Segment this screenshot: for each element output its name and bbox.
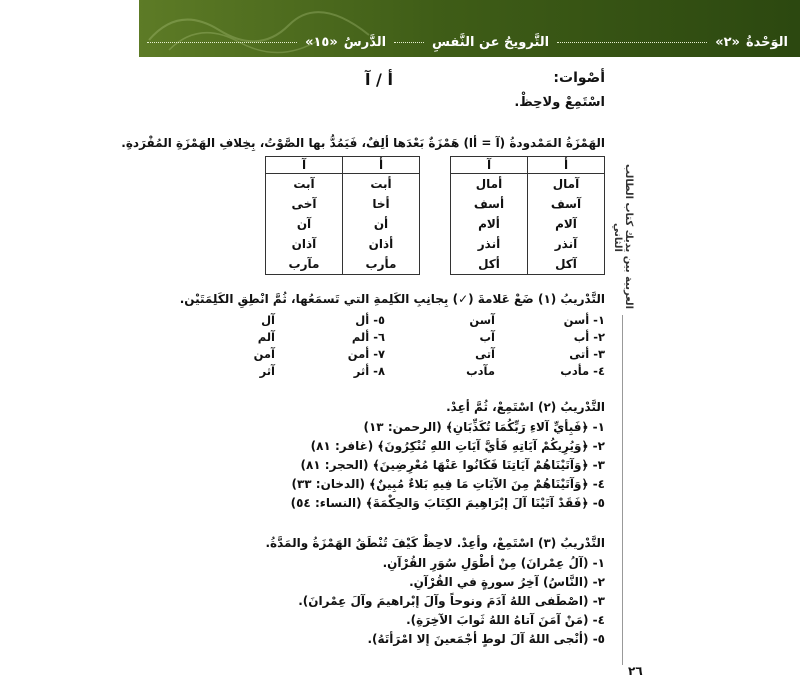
word-item: آلم — [257, 330, 275, 344]
list-item: ١- (آلُ عِمْرانَ) مِنْ أطْوَلِ سُوَرِ القُرْآنِ. — [382, 556, 605, 570]
list-item: ٣- (اصْطَفى اللهُ آدَمَ ونوحاً وآلَ إبْراهيمَ وآلَ عِمْرانَ). — [298, 594, 605, 608]
word-item: آسن — [469, 313, 495, 327]
table-cell: أمال — [451, 174, 528, 195]
page-number: ٢٦ — [628, 664, 643, 678]
lesson-label: الدَّرسُ — [343, 34, 387, 50]
word-item: ٧- أمن — [347, 347, 385, 361]
left-words-table — [265, 156, 420, 275]
word-item: ٦- ألم — [351, 330, 385, 344]
table-cell: آكل — [528, 254, 605, 275]
word-item: ٨- أثر — [353, 364, 385, 378]
word-item: ٣- أتى — [569, 347, 605, 361]
table-cell: مأرب — [343, 254, 420, 275]
table-cell: آمال — [528, 174, 605, 195]
word-item: آب — [479, 330, 495, 344]
list-item: ٥- (أنْجى اللهُ آلَ لوطٍ أجْمَعينَ إلا امْرَأتَهُ). — [367, 632, 605, 646]
table-row — [165, 313, 605, 330]
table-header: أ — [343, 157, 420, 174]
table-cell: أبت — [343, 174, 420, 195]
right-words-table — [450, 156, 605, 275]
table-cell: آبت — [266, 174, 343, 195]
instruction: اسْتَمِعْ ولاحِظْ. — [514, 95, 605, 110]
exercise1-grid — [165, 313, 605, 381]
table-cell: أذان — [343, 234, 420, 254]
table-header: أ — [528, 157, 605, 174]
word-item: آثر — [259, 364, 275, 378]
divider — [147, 42, 297, 43]
exercise2-list — [291, 420, 605, 515]
lesson-topic: التَّرويحُ عن النَّفسِ — [432, 34, 550, 50]
exercise3-list — [298, 556, 605, 651]
word-item: ٤- مأدب — [560, 364, 605, 378]
table-cell: آنذر — [528, 234, 605, 254]
table-row — [165, 364, 605, 381]
word-item: ٥- أل — [355, 313, 385, 327]
table-row — [165, 347, 605, 364]
table-cell: آن — [266, 214, 343, 234]
exercise1-heading: التَّدْريبُ (١) ضَعْ عَلامةَ (✓) بِجانِبِ الكَلِمةِ التي تَسمَعُها، ثُمَّ انْطِقِ الكَلِمَتَيْن. — [179, 292, 605, 306]
table-cell: مآرب — [266, 254, 343, 275]
book-title: العربية بين يديك كتاب الطالب الثاني — [612, 164, 634, 310]
header-bar — [139, 32, 800, 52]
lesson-number: «١٥» — [305, 34, 338, 50]
list-item: ١- ﴿فَبِأيِّ آلاءِ رَبِّكُمَا تُكَذِّبَانِ﴾ (الرحمن: ١٣) — [363, 420, 605, 434]
table-header: آ — [451, 157, 528, 174]
exercise3-heading: التَّدْريبُ (٣) اسْتَمِعْ، وأعِدْ. لاحِظْ كَيْفَ تُنْطَقُ الهَمْزَةُ والمَدَّةُ. — [265, 536, 605, 550]
section-title: أصْوات: — [553, 70, 605, 86]
table-cell: أخا — [343, 194, 420, 214]
table-cell: آلام — [528, 214, 605, 234]
table-cell: أنذر — [451, 234, 528, 254]
list-item: ٤- (مَنْ آمَنَ آتاهُ اللهُ ثَوابَ الآخِرَةِ). — [406, 613, 605, 627]
table-header: آ — [266, 157, 343, 174]
divider — [394, 42, 424, 43]
divider — [557, 42, 707, 43]
table-cell: آسف — [528, 194, 605, 214]
hamza-title: أ / آ — [365, 70, 393, 89]
word-item: مآدب — [466, 364, 495, 378]
intro-text: الهَمْزَةُ المَمْدودةُ (آ = أا) هَمْزَةٌ بَعْدَها ألِفٌ، فَيَمُدُّ بها الصَّوْتُ، بِخِلافِ الهَمْزَةِ المُفْرَدةِ. — [121, 136, 605, 150]
table-cell: آخى — [266, 194, 343, 214]
word-item: آتى — [475, 347, 495, 361]
list-item: ٥- ﴿فَقَدْ آتَيْنَا آلَ إبْرَاهِيمَ الكِتَابَ وَالحِكْمَةَ﴾ (النساء: ٥٤) — [290, 496, 605, 510]
table-cell: أسف — [451, 194, 528, 214]
table-cell: ألام — [451, 214, 528, 234]
table-cell: أكل — [451, 254, 528, 275]
word-item: ٢- أب — [573, 330, 605, 344]
word-item: آل — [261, 313, 275, 327]
table-row — [165, 330, 605, 347]
table-cell: أن — [343, 214, 420, 234]
sidebar-rule — [622, 315, 623, 665]
page-content — [121, 60, 605, 670]
unit-label: الوَحْدةُ — [745, 34, 788, 50]
list-item: ٤- ﴿وَآتَيْنَاهُمْ مِنَ الآيَاتِ مَا فِيهِ بَلاءٌ مُبِينٌ﴾ (الدخان: ٣٣) — [291, 477, 605, 491]
list-item: ٢- ﴿وَيُرِيكُمْ آيَاتِهِ فَأيَّ آيَاتِ اللهِ تُنْكِرُونَ﴾ (غافر: ٨١) — [310, 439, 605, 453]
unit-number: «٢» — [715, 34, 740, 50]
list-item: ٢- (النَّاسُ) آخِرُ سورةٍ في القُرْآنِ. — [409, 575, 605, 589]
word-item: ١- أسن — [563, 313, 605, 327]
exercise2-heading: التَّدْريبُ (٢) اسْتَمِعْ، ثُمَّ أعِدْ. — [446, 400, 605, 414]
list-item: ٣- ﴿وَآتَيْنَاهُمْ آيَاتِنَا فَكَانُوا عَنْهَا مُعْرِضِينَ﴾ (الحجر: ٨١) — [300, 458, 605, 472]
word-item: آمن — [253, 347, 275, 361]
table-cell: آذان — [266, 234, 343, 254]
